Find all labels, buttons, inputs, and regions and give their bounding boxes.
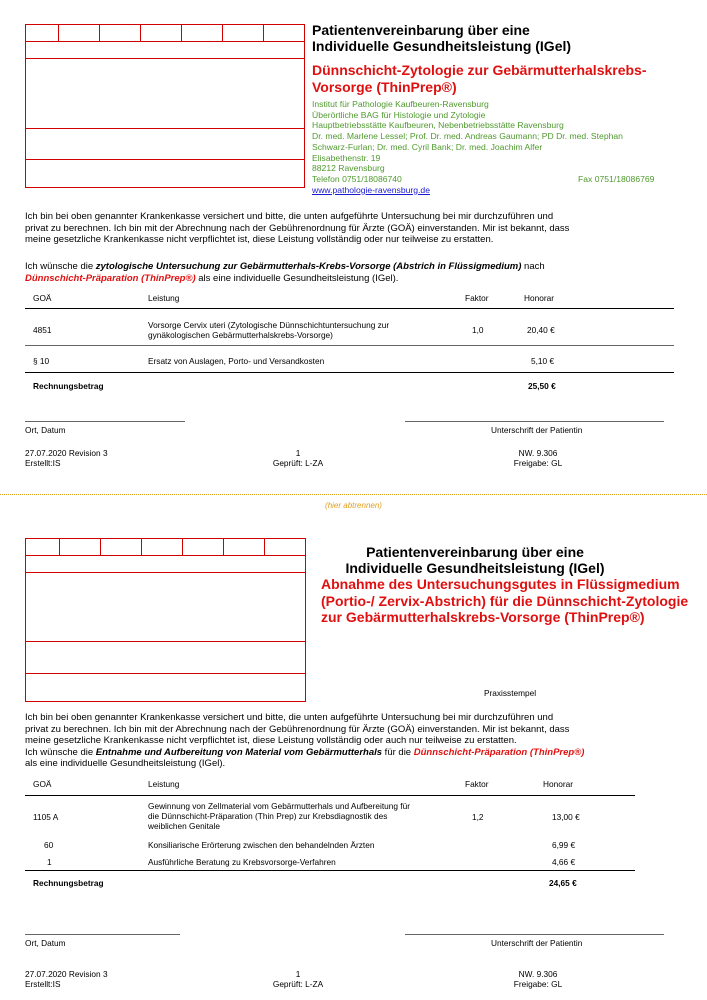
- cut-label: (hier abtrennen): [325, 501, 382, 510]
- top-website-link[interactable]: www.pathologie-ravensburg.de: [312, 184, 430, 195]
- top-title: Patientenvereinbarung über eine Individuelle Gesundheitsleistung (IGel): [312, 22, 572, 54]
- practice-stamp-label: Praxisstempel: [484, 688, 537, 698]
- top-footer-right: NW. 9.306 Freigabe: GL: [513, 448, 563, 468]
- top-col-faktor: Faktor: [465, 293, 489, 303]
- bottom-col-honorar: Honorar: [543, 779, 573, 789]
- bottom-col-leistung: Leistung: [148, 779, 180, 789]
- bottom-place-date-label: Ort, Datum: [25, 938, 66, 948]
- bottom-footer-center: 1 Geprüft: L-ZA: [272, 969, 324, 989]
- top-institute-address: Institut für Pathologie Kaufbeuren-Ravensburg Überörtliche BAG für Histologie und Zytologie Hauptbetriebsstätte Kaufbeuren, Nebenbetriebsstätte Ravensburg Dr. med. Marlene Lessel; Prof. Dr. med. Andreas Gaumann; PD Dr. med. Stephan Schwarz-Furlan; Dr. med. Cyril Bank; Dr. med. Joachim Alfer Elisabethenstr. 19 88212 Ravensburg Telefon 0751/18086740 Fax 0751/18086769 www.pathologie-ravensburg.de: [312, 99, 655, 195]
- bottom-signature-label: Unterschrift der Patientin: [491, 938, 583, 948]
- top-consent-paragraph: Ich bin bei oben genannter Krankenkasse versichert und bitte, die unten aufgeführte Untersuchung bei mir durchzuführen und privat zu berechnen. Ich bin mit der Abrechnung nach der Gebührenordnung für Ärzte (GOÄ) einverstanden. Mir ist bekannt, dass meine gesetzliche Krankenkasse nicht verpflichtet ist, diese Leistung vollständig oder nur teilweise zu erstatten.: [25, 211, 570, 246]
- bottom-col-goa: GOÄ: [33, 779, 52, 789]
- bottom-subtitle: Abnahme des Untersuchungsgutes in Flüssigmedium (Portio-/ Zervix-Abstrich) für die Dünnschicht-Zytologie zur Gebärmutterhalskrebs-Vorsorge (ThinPrep®): [321, 576, 689, 625]
- top-phone: Telefon 0751/18086740: [312, 173, 402, 184]
- top-place-date-label: Ort, Datum: [25, 425, 66, 435]
- top-footer-left: 27.07.2020 Revision 3 Erstellt:IS: [25, 448, 108, 468]
- bottom-footer-right: NW. 9.306 Freigabe: GL: [513, 969, 563, 989]
- top-footer-center: 1 Geprüft: L-ZA: [272, 448, 324, 468]
- bottom-title: Patientenvereinbarung über eine Individuelle Gesundheitsleistung (IGel): [345, 544, 605, 576]
- top-total-value: 25,50 €: [528, 381, 556, 391]
- top-subtitle: Dünnschicht-Zytologie zur Gebärmutterhalskrebs- Vorsorge (ThinPrep®): [312, 62, 647, 95]
- top-request-paragraph: Ich wünsche die zytologische Untersuchung zur Gebärmutterhals-Krebs-Vorsorge (Abstrich in Flüssigmedium) nach Dünnschicht-Präparation (ThinPrep®) als eine individuelle Gesundheitsleistung (IGel).: [25, 261, 545, 284]
- cut-line: [0, 494, 707, 495]
- top-col-leistung: Leistung: [148, 293, 180, 303]
- top-col-goa: GOÄ: [33, 293, 52, 303]
- top-signature-label: Unterschrift der Patientin: [491, 425, 583, 435]
- top-fax: Fax 0751/18086769: [578, 173, 655, 184]
- bottom-consent-paragraph: Ich bin bei oben genannter Krankenkasse versichert und bitte, die unten aufgeführte Untersuchung bei mir durchzuführen und privat zu berechnen. Ich bin mit der Abrechnung nach der Gebührenordnung für Ärzte (GOÄ) einverstanden. Mir ist bekannt, dass meine gesetzliche Krankenkasse nicht verpflichtet ist, diese Leistung vollständig oder auch nur teilweise zu erstatten. Ich wünsche die Entnahme und Aufbereitung von Material vom Gebärmutterhals für die Dünnschicht-Präparation (ThinPrep®) als eine individuelle Gesundheitsleistung (IGel).: [25, 712, 585, 770]
- bottom-footer-left: 27.07.2020 Revision 3 Erstellt:IS: [25, 969, 108, 989]
- top-col-honorar: Honorar: [524, 293, 554, 303]
- bottom-col-faktor: Faktor: [465, 779, 489, 789]
- top-total-label: Rechnungsbetrag: [33, 381, 104, 391]
- bottom-total-value: 24,65 €: [549, 878, 577, 888]
- bottom-total-label: Rechnungsbetrag: [33, 878, 104, 888]
